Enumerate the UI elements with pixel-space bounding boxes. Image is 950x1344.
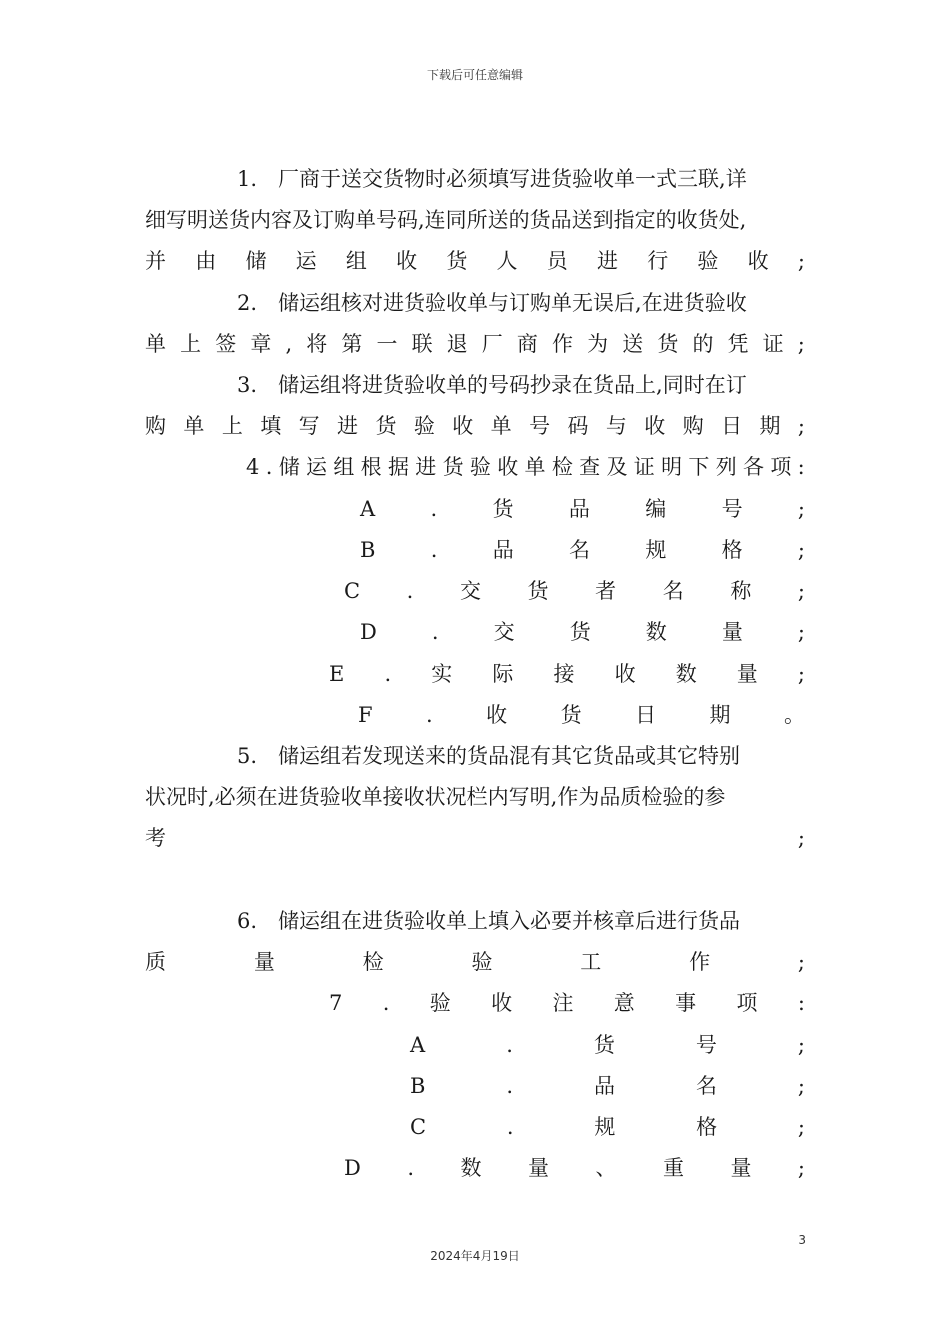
body-char: 退 [446,332,468,356]
body-char: 号 [721,497,743,521]
body-char: 为 [587,332,609,356]
body-char: B [410,1074,426,1098]
body-char: 与 [605,414,627,438]
body-char: 。 [783,703,805,727]
body-char: 际 [492,662,514,686]
body-line: 2. 储运组核对进货验收单与订购单无误后,在进货验收 [237,291,747,315]
body-char: 填 [260,414,282,438]
body-line [145,823,805,853]
body-char: ; [797,1074,805,1098]
body-line [145,329,805,359]
body-char: . [431,620,439,644]
body-char: 收 [614,662,636,686]
body-char: 厂 [481,332,503,356]
body-char: ; [797,826,805,850]
body-char: ; [797,1156,805,1180]
body-char: 将 [306,332,328,356]
body-char: 收 [747,249,769,273]
page-footer-date: 2024年4月19日 [430,1249,520,1263]
body-char: 进 [596,249,618,273]
body-char: ; [797,1115,805,1139]
body-char: 收 [396,249,418,273]
body-char: 货 [657,332,679,356]
body-char: 期 [759,414,781,438]
body-char: 日 [721,414,743,438]
body-char: 品 [594,1074,615,1098]
body-char: 运 [306,455,327,479]
body-line [145,411,805,441]
body-char: ; [797,538,805,562]
body-char: 的 [692,332,714,356]
body-char: 数 [675,662,697,686]
body-char: 各 [743,455,764,479]
body-line [360,494,805,524]
body-char: 项 [770,455,792,479]
body-char: B [360,538,376,562]
body-line [360,617,805,647]
body-char: 验 [697,249,719,273]
body-char: 联 [411,332,433,356]
body-char: 凭 [727,332,749,356]
body-char: 进 [415,455,437,479]
body-char: ; [797,579,805,603]
body-line [360,535,805,565]
body-char: 码 [567,414,589,438]
body-line [329,659,805,689]
body-char: 货 [527,579,549,603]
body-char: 储 [245,249,267,273]
body-char: 作 [689,950,711,974]
body-line [145,947,805,977]
body-char: 货 [560,703,582,727]
body-char: 明 [661,455,683,479]
body-char: 证 [633,455,655,479]
body-char: 交 [493,620,515,644]
body-char: 由 [195,249,217,273]
body-char: D [360,620,377,644]
body-char: 行 [647,249,669,273]
body-char: 格 [696,1115,718,1139]
body-char: . [506,1033,513,1057]
body-char: 列 [715,455,737,479]
body-line [246,452,805,482]
body-char: 验 [413,414,435,438]
body-char: . [407,1156,415,1180]
body-char: 质 [145,950,166,974]
body-char: A [410,1033,426,1057]
body-char: . [382,991,390,1015]
body-char: 工 [580,950,602,974]
body-char: 实 [431,662,453,686]
body-char: 验 [469,455,491,479]
body-char: 下 [688,455,710,479]
body-line: 状况时,必须在进货验收单接收状况栏内写明,作为品质检验的参 [145,785,726,809]
body-char: . [384,662,392,686]
body-char: 名 [662,579,684,603]
body-char: 及 [606,455,628,479]
body-char: 收 [491,991,513,1015]
body-char: ; [797,497,805,521]
body-char: 注 [552,991,574,1015]
body-char: 货 [446,249,468,273]
body-char: 组 [345,249,367,273]
body-char: 进 [337,414,359,438]
body-char: 编 [645,497,667,521]
body-char: 号 [695,1033,717,1057]
body-char: 送 [622,332,644,356]
body-line [344,576,805,606]
body-char: 号 [529,414,551,438]
body-char: D [344,1156,361,1180]
body-char: 事 [675,991,697,1015]
body-char: 作 [552,332,573,356]
body-line [410,1071,805,1101]
body-char: 检 [551,455,573,479]
body-char: 交 [459,579,481,603]
body-char: 、 [595,1156,617,1180]
body-char: 单 [524,455,546,479]
body-char: . [430,497,438,521]
body-char: ; [797,950,805,974]
body-char: 检 [362,950,384,974]
body-char: F [358,703,373,727]
body-char: 项 [736,991,758,1015]
body-char: 运 [295,249,317,273]
body-char: A [360,497,376,521]
body-char: 货 [593,1033,615,1057]
body-char: ; [797,414,805,438]
body-char: 数 [645,620,667,644]
body-char: 签 [215,332,237,356]
body-char: , [285,332,293,356]
body-line [344,1153,805,1183]
body-char: ; [797,620,805,644]
body-char: ; [797,332,805,356]
body-char: : [797,455,805,479]
body-char: 购 [682,414,704,438]
body-char: 验 [471,950,493,974]
body-char: . [506,1074,514,1098]
body-char: 规 [594,1115,616,1139]
body-char: 接 [553,662,575,686]
body-char: 者 [595,579,617,603]
body-char: 名 [569,538,591,562]
body-char: 上 [221,414,243,438]
body-char: 货 [375,414,397,438]
body-char: 品 [492,538,514,562]
page-number: 3 [798,1233,806,1247]
body-char: 名 [695,1074,717,1098]
body-line: 6. 储运组在进货验收单上填入必要并核章后进行货品 [237,909,741,933]
body-char: 日 [635,703,657,727]
body-char: 组 [333,455,355,479]
body-char: 并 [145,249,166,273]
body-char: 单 [183,414,205,438]
body-char: 员 [546,249,568,273]
body-char: 一 [376,332,398,356]
body-char: 单 [145,332,166,356]
body-char: 货 [442,455,464,479]
body-char: 收 [452,414,474,438]
body-char: ; [797,1033,805,1057]
body-char: 收 [497,455,519,479]
body-char: 货 [492,497,514,521]
body-line [410,1112,805,1142]
body-char: 收 [486,703,508,727]
body-line [145,246,805,276]
body-char: 货 [569,620,591,644]
body-char: 数 [460,1156,482,1180]
body-char: . [426,703,433,727]
body-char: 证 [762,332,784,356]
body-char: 上 [180,332,202,356]
body-char: E [329,662,345,686]
body-char: 第 [341,332,363,356]
body-char: . [406,579,414,603]
body-char: 量 [736,662,758,686]
body-char: 人 [496,249,518,273]
body-char: 收 [644,414,666,438]
body-char: 重 [662,1156,684,1180]
body-line: 3. 储运组将进货验收单的号码抄录在货品上,同时在订 [237,373,747,397]
body-line [358,700,805,730]
body-char: 储 [278,455,300,479]
body-char: ; [797,662,805,686]
body-char: 量 [730,1156,752,1180]
body-char: 4 [246,455,260,479]
body-char: 量 [253,950,275,974]
body-char: 意 [613,991,635,1015]
page-header: 下载后可任意编辑 [426,68,523,82]
body-line [329,988,805,1018]
body-char: . [430,538,438,562]
body-char: 商 [516,332,538,356]
body-char: 规 [645,538,667,562]
body-char: 量 [721,620,743,644]
body-char: 品 [568,497,590,521]
body-char: C [344,579,361,603]
body-char: 单 [490,414,512,438]
body-char: . [506,1115,514,1139]
body-char: : [797,991,805,1015]
body-char: 根 [360,455,382,479]
body-char: 验 [429,991,451,1015]
body-line [410,1030,805,1060]
body-char: 考 [145,826,166,850]
body-line: 1. 厂商于送交货物时必须填写进货验收单一式三联,详 [237,167,747,191]
body-char: 期 [709,703,731,727]
body-char: 写 [298,414,320,438]
body-char: . [265,455,273,479]
body-line: 5. 储运组若发现送来的货品混有其它货品或其它特别 [237,744,741,768]
body-char: 查 [579,455,601,479]
body-char: 量 [527,1156,549,1180]
body-char: 据 [387,455,409,479]
body-char: C [410,1115,427,1139]
body-char: 购 [145,414,166,438]
body-char: 格 [721,538,743,562]
body-char: 7 [329,991,343,1015]
body-char: 称 [730,579,752,603]
body-char: ; [797,249,805,273]
body-char: 章 [250,332,272,356]
body-line: 细写明送货内容及订购单号码,连同所送的货品送到指定的收货处, [145,208,747,232]
